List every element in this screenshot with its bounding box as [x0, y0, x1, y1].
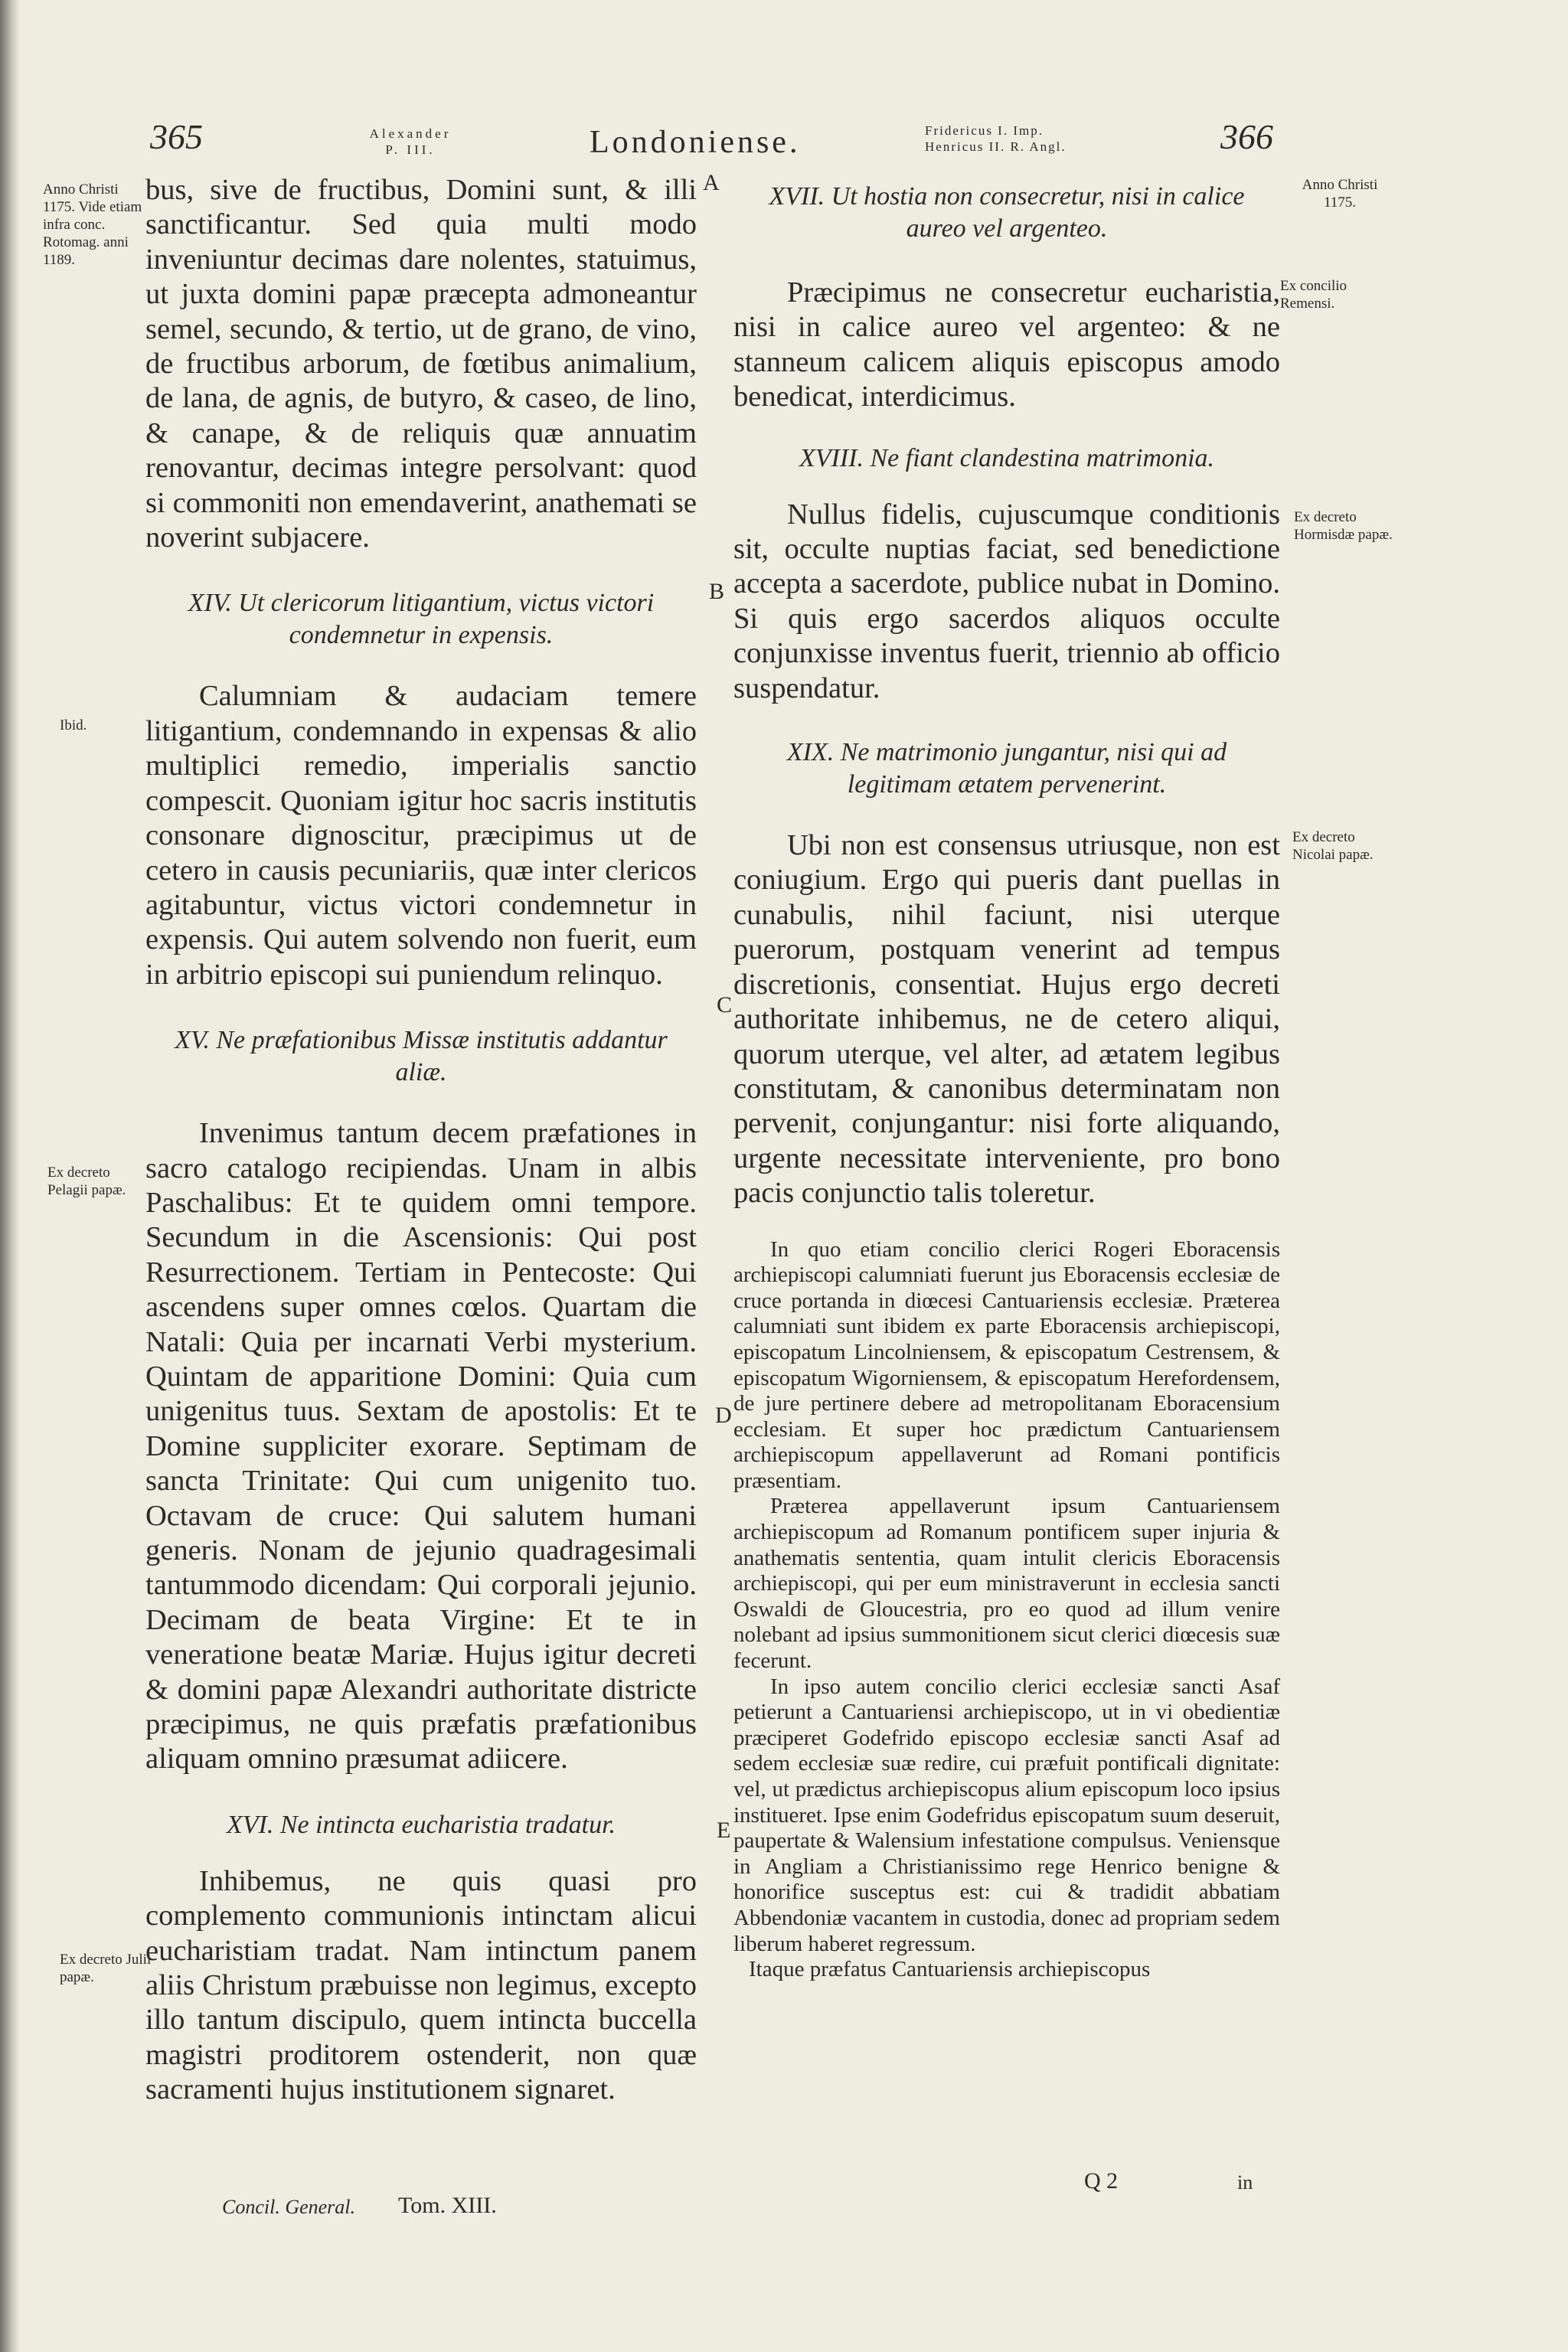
margin-note-anno-right: Anno Christi 1175.: [1302, 177, 1378, 211]
heading-19: XIX. Ne matrimonio jungantur, nisi qui ad legitimam ætatem pervenerint.: [786, 738, 1227, 799]
running-head-left: [341, 126, 479, 158]
footer-signature-title: Concil. General.: [222, 2196, 356, 2218]
page-number-right: 366: [1220, 117, 1273, 156]
heading-17: XVII. Ut hostia non consecretur, nisi in calice aureo vel argenteo.: [769, 182, 1245, 243]
catchword: in: [1237, 2171, 1253, 2194]
running-head-left-line2: P. III.: [385, 142, 436, 157]
section-letter-c: C: [717, 992, 733, 1018]
note-paragraph-4: Itaque præfatus Cantuariensis archiepiscopus: [749, 1957, 1151, 1982]
heading-14: XIV. Ut clericorum litigantium, victus victori condemnetur in expensis.: [188, 589, 655, 650]
section-letter-d: D: [715, 1403, 732, 1428]
margin-note-ibid: Ibid.: [60, 717, 87, 733]
paragraph-14: Calumniam & audaciam temere litigantium, condemnando in expensas & alio multiplici remedio, imperialis sanctio compescit. Quoniam igitur hoc sacris institutis consonare dignoscitur, præcipimus ut de cetero in causis pecuniariis, quæ inter clericos agitabuntur, victus victori condemnetur in expensis. Qui autem solvendo non fuerit, eum in arbitrio episcopi sui puniendum relinquo.: [145, 680, 697, 991]
page-number-left: 365: [150, 117, 203, 156]
paragraph-15: Invenimus tantum decem præfationes in sacro catalogo recipiendas. Unam in albis Paschalibus: Et te quidem omni tempore. Secundum in die Ascensionis: Qui post Resurrectionem. Tertiam in Pentecoste: Qui ascendens super omnes cœlos. Quartam die Natali: Quia per incarnati Verbi mysterium. Quintam de apparitione Domini: Quia cum unigenitus tuus. Sextam de apostolis: Et te Domine suppliciter exorare. Septimam de sancta Trinitate: Qui cum unigenito tuo. Octavam de cruce: Qui salutem humani generis. Nonam de jejunio quadragesimali tantummodo dicendam: Qui corporali jejunio. Decimam de beata Virgine: Et te in veneratione beatæ Mariæ. Hujus igitur decreti & domini papæ Alexandri authoritate districte præcipimus, ne quis præfatis præfationibus aliquam omnino præsumat adiicere.: [145, 1117, 697, 1775]
paragraph-18: Nullus fidelis, cujuscumque conditionis sit, occulte nuptias faciat, sed benedictione accepta a sacerdote, publice nubat in Domino. Si quis ergo sacerdos aliquos occulte conjunxisse inventus fuerit, triennio ab officio suspendatur.: [733, 498, 1280, 704]
page-title: Londoniense.: [590, 125, 801, 160]
heading-15: XV. Ne præfationibus Missæ institutis addantur aliæ.: [175, 1026, 668, 1087]
heading-18: XVIII. Ne fiant clandestina matrimonia.: [799, 443, 1215, 472]
paragraph-16: Inhibemus, ne quis quasi pro complemento communionis intinctam alicui eucharistiam tradat. Nam intinctum panem aliis Christum præbuisse non legimus, excepto illo tantum discipulo, quem intincta buccella magistri proditorem ostenderit, non quæ sacramenti hujus institutionem signaret.: [145, 1864, 697, 2106]
section-letter-a: A: [703, 170, 720, 195]
margin-note-pelagius: Ex decreto Pelagii papæ.: [47, 1165, 126, 1198]
footer-volume: Tom. XIII.: [398, 2193, 497, 2218]
right-column: [733, 181, 1280, 1983]
left-column: [145, 173, 697, 2108]
heading-16: XVI. Ne intincta eucharistia tradatur.: [226, 1810, 616, 1839]
note-paragraph-3: In ipso autem concilio clerici ecclesiæ sancti Asaf petierunt a Cantuariensi archiepiscopo, ut in vi obedientiæ præciperet Godefrido episcopo ecclesiæ sancti Asaf ad sedem ecclesiæ suæ redire, cui præfuit pontificali dignitate: vel, ut prædictus archiepiscopus alium episcopum loco ipsius institueret. Ipse enim Godefridus episcopatum suum deseruit, paupertate & Walensium infestatione compulsus. Veniensque in Angliam a Christianissimo rege Henrico benigne & honorifice susceptus est: cui & tradidit abbatiam Abbendoniæ vacantem in custodia, donec ad propriam sedem liberum haberet regressum.: [733, 1674, 1280, 1956]
left-column-text: [145, 173, 697, 2108]
running-head-right: [925, 122, 1178, 155]
margin-note-hormisda: Ex decreto Hormisdæ papæ.: [1294, 509, 1393, 543]
margin-note-julius: Ex decreto Julii papæ.: [60, 1952, 152, 1985]
note-paragraph-1: In quo etiam concilio clerici Rogeri Eboracensis archiepiscopi calumniati fuerunt jus Eboracensis ecclesiæ de cruce portanda in diœcesi Cantuariensis ecclesiæ. Præterea calumniati sunt ibidem ex parte Eboracensis archiepiscopi, episcopatum Lincolniensem, & episcopatum Cestrensem, & episcopatum Wigorniensem, & episcopatum Herefordensem, de jure pertinere debere ad metropolitanam Eboracensium ecclesiam. Et super hoc prædictum Cantuariensem archiepiscopum appellaverunt ad Romani pontificis præsentiam.: [733, 1236, 1280, 1493]
section-letter-b: B: [709, 579, 725, 604]
running-head-left-line1: Alexander: [369, 126, 452, 141]
running-head-right-line1: Fridericus I. Imp.: [925, 123, 1044, 138]
right-column-text: [733, 181, 1280, 1211]
paragraph-17: Præcipimus ne consecretur eucharistia, nisi in calice aureo vel argenteo: & ne stanneum calicem aliquis episcopus amodo benedicat, interdicimus.: [733, 276, 1280, 413]
margin-note-remensi: Ex concilio Remensi.: [1280, 278, 1348, 312]
margin-note-anno-left: Anno Christi 1175. Vide etiam infra conc. Rotomag. anni 1189.: [43, 181, 142, 268]
gutter-shadow: [0, 0, 20, 2352]
historical-note: [733, 1237, 1280, 1983]
paragraph-19: Ubi non est consensus utriusque, non est coniugium. Ergo qui pueris dant puellas in cunabulis, nihil faciunt, nisi uterque puerorum, postquam venerint ad tempus discretionis, consentiat. Hujus ergo decreti authoritate inhibemus, ne de cetero aliqui, quorum uterque, vel alter, ad ætatem legibus constitutam, & canonibus determinatam non pervenit, conjungantur: nisi forte aliquando, urgente necessitate interveniente, pro bono pacis conjunctio talis toleretur.: [733, 829, 1280, 1210]
signature-mark: Q 2: [1084, 2168, 1119, 2194]
margin-note-nicolai: Ex decreto Nicolai papæ.: [1292, 829, 1374, 863]
running-head-right-line2: Henricus II. R. Angl.: [925, 139, 1067, 154]
section-letter-e: E: [717, 1818, 731, 1843]
paragraph-13-continuation: bus, sive de fructibus, Domini sunt, & illi sanctificantur. Sed quia multi modo inveniuntur decimas dare nolentes, statuimus, ut juxta domini papæ præcepta admoneantur semel, secundo, & tertio, ut de grano, de vino, de fructibus arborum, de fœtibus animalium, de lana, de agnis, de butyro, & caseo, de lino, & canape, & de reliquis quæ annuatim renovantur, decimas integre persolvant: quod si commoniti non emendaverint, anathemati se noverint subjacere.: [145, 174, 697, 554]
note-paragraph-2: Præterea appellaverunt ipsum Cantuariensem archiepiscopum ad Romanum pontificem super injuria & anathematis sententia, quam intulit clericis Eboracensis archiepiscopi, qui per eum ministraverunt in ecclesia sancti Oswaldi de Gloucestria, pro eo quod ad illum venire nolebant ad ipsius summonitionem sicut clerici diœcesis suæ fecerunt.: [733, 1494, 1280, 1674]
